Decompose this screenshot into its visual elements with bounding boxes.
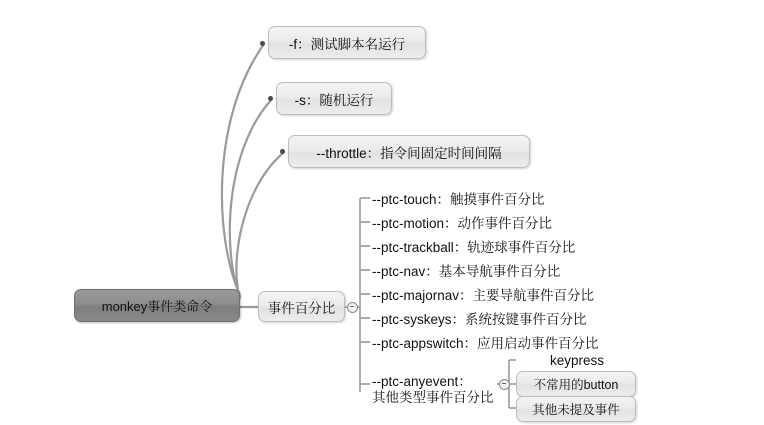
branch-bullet xyxy=(280,149,285,154)
leaf-ptc-anyevent[interactable] xyxy=(370,374,500,410)
root-node[interactable] xyxy=(74,289,240,322)
branch-node-throttle-label: --throttle：指令间固定时间间隔 xyxy=(316,145,502,161)
leaf-ptc-touch[interactable] xyxy=(370,189,650,207)
branch-node-event-percent-label: 事件百分比 xyxy=(267,300,336,316)
leaf-ptc-trackball-label: --ptc-trackball：轨迹球事件百分比 xyxy=(372,240,576,255)
leaf-ptc-appswitch-label: --ptc-appswitch：应用启动事件百分比 xyxy=(372,336,599,351)
leaf-ptc-appswitch[interactable] xyxy=(370,333,670,351)
branch-node-s[interactable] xyxy=(276,82,392,115)
root-node-label: monkey事件类命令 xyxy=(101,299,213,314)
leaf-ptc-majornav[interactable] xyxy=(370,285,670,303)
leaf-ptc-nav-label: --ptc-nav：基本导航事件百分比 xyxy=(372,264,561,279)
leaf-ptc-nav[interactable] xyxy=(370,261,660,279)
branch-bullet xyxy=(260,41,265,46)
leaf-uncommon-button[interactable] xyxy=(516,371,636,397)
leaf-other-events[interactable] xyxy=(516,396,636,422)
leaf-ptc-anyevent-line2: 其他类型事件百分比 xyxy=(372,390,494,405)
branch-node-f-label: -f：测试脚本名运行 xyxy=(288,36,406,52)
leaf-keypress-label: keypress xyxy=(549,352,605,368)
collapse-toggle-event-percent[interactable] xyxy=(347,302,358,313)
branch-node-event-percent[interactable] xyxy=(258,291,345,322)
branch-node-throttle[interactable] xyxy=(288,135,530,168)
leaf-ptc-syskeys[interactable] xyxy=(370,309,670,327)
leaf-ptc-majornav-label: --ptc-majornav：主要导航事件百分比 xyxy=(372,288,595,303)
leaf-ptc-touch-label: --ptc-touch：触摸事件百分比 xyxy=(372,192,545,207)
branch-node-s-label: -s：随机运行 xyxy=(294,92,374,108)
leaf-ptc-anyevent-line1: --ptc-anyevent： xyxy=(372,374,472,389)
leaf-uncommon-button-label: 不常用的button xyxy=(533,378,619,392)
collapse-toggle-anyevent[interactable] xyxy=(499,379,510,390)
leaf-ptc-motion[interactable] xyxy=(370,213,650,231)
branch-bullet xyxy=(268,96,273,101)
leaf-ptc-motion-label: --ptc-motion：动作事件百分比 xyxy=(372,216,553,231)
leaf-ptc-trackball[interactable] xyxy=(370,237,660,255)
branch-node-f[interactable] xyxy=(268,26,426,59)
leaf-keypress[interactable] xyxy=(516,351,636,369)
leaf-ptc-syskeys-label: --ptc-syskeys：系统按键事件百分比 xyxy=(372,312,587,327)
leaf-other-events-label: 其他未提及事件 xyxy=(532,403,620,417)
